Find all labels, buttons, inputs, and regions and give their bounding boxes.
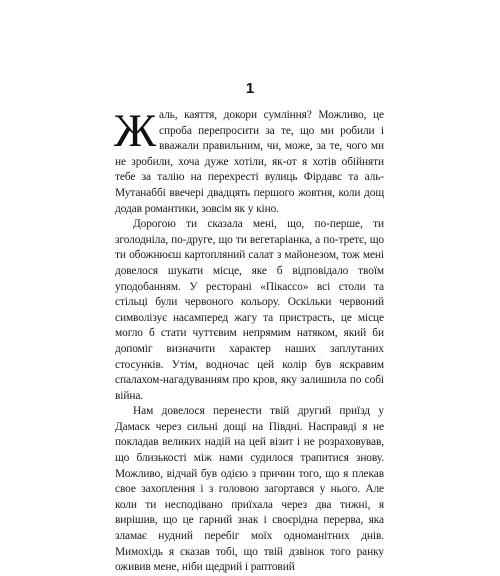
paragraph-2: Дорогою ти сказала мені, що, по-перше, ти зголодніла, по-друге, що ти вегетаріанка, а по-третє, що ти обожнюєш картопляний салат з майонезом, тож мені довелося шукати місце, яке б відповідало твоїм уподобанням. У ресторані «Пікассо» всі столи та стільці були червоного кольору. Оскільки червоний символізує насамперед жагу та пристрасть, це місце могло б стати чуттєвим непрямим натяком, який би допоміг визначити характер наших заплутаних стосунків. Утім, водночас цей колір був яскравим спалахом-нагадуванням про кров, яку залишила по собі війна. bbox=[115, 218, 384, 402]
chapter-number: 1 bbox=[245, 80, 255, 97]
drop-cap: Ж bbox=[114, 105, 157, 157]
body-text bbox=[114, 105, 384, 576]
paragraph-1-text: аль, каяття, докори сумління? Можливо, це спроба перепросити за те, що ми робили і вважали правильним, чи, може, за те, чого ми не зробили, хоча дуже хотіли, як-от я хотів обійняти тебе за талію на перехресті вулиць Фірдавс та аль-Мутанаббі ввечері двадцять першого жовтня, коли дощ додав романтики, зовсім як у кіно. bbox=[115, 109, 384, 215]
paragraph-1 bbox=[114, 105, 384, 217]
paragraph-3: Нам довелося перенести твій другий приїзд у Дамаск через сильні дощі на Півдні. Насправді я не покладав великих надій на цей візит і не розраховував, що близькості між нами судилося трапитися знову. Можливо, відчай був одією з причин того, що я плекав свое захоплення і з головою загортався у нього. Але коли ти несподівано приїхала через два тижні, я вирішив, що це гарний знак і своєрідна перерва, яка зламає нудний перебіг моїх одноманітних днів. Мимохідь я сказав тобі, що твій дзвінок того ранку оживив мене, ніби щедрий і раптовий bbox=[115, 405, 384, 574]
